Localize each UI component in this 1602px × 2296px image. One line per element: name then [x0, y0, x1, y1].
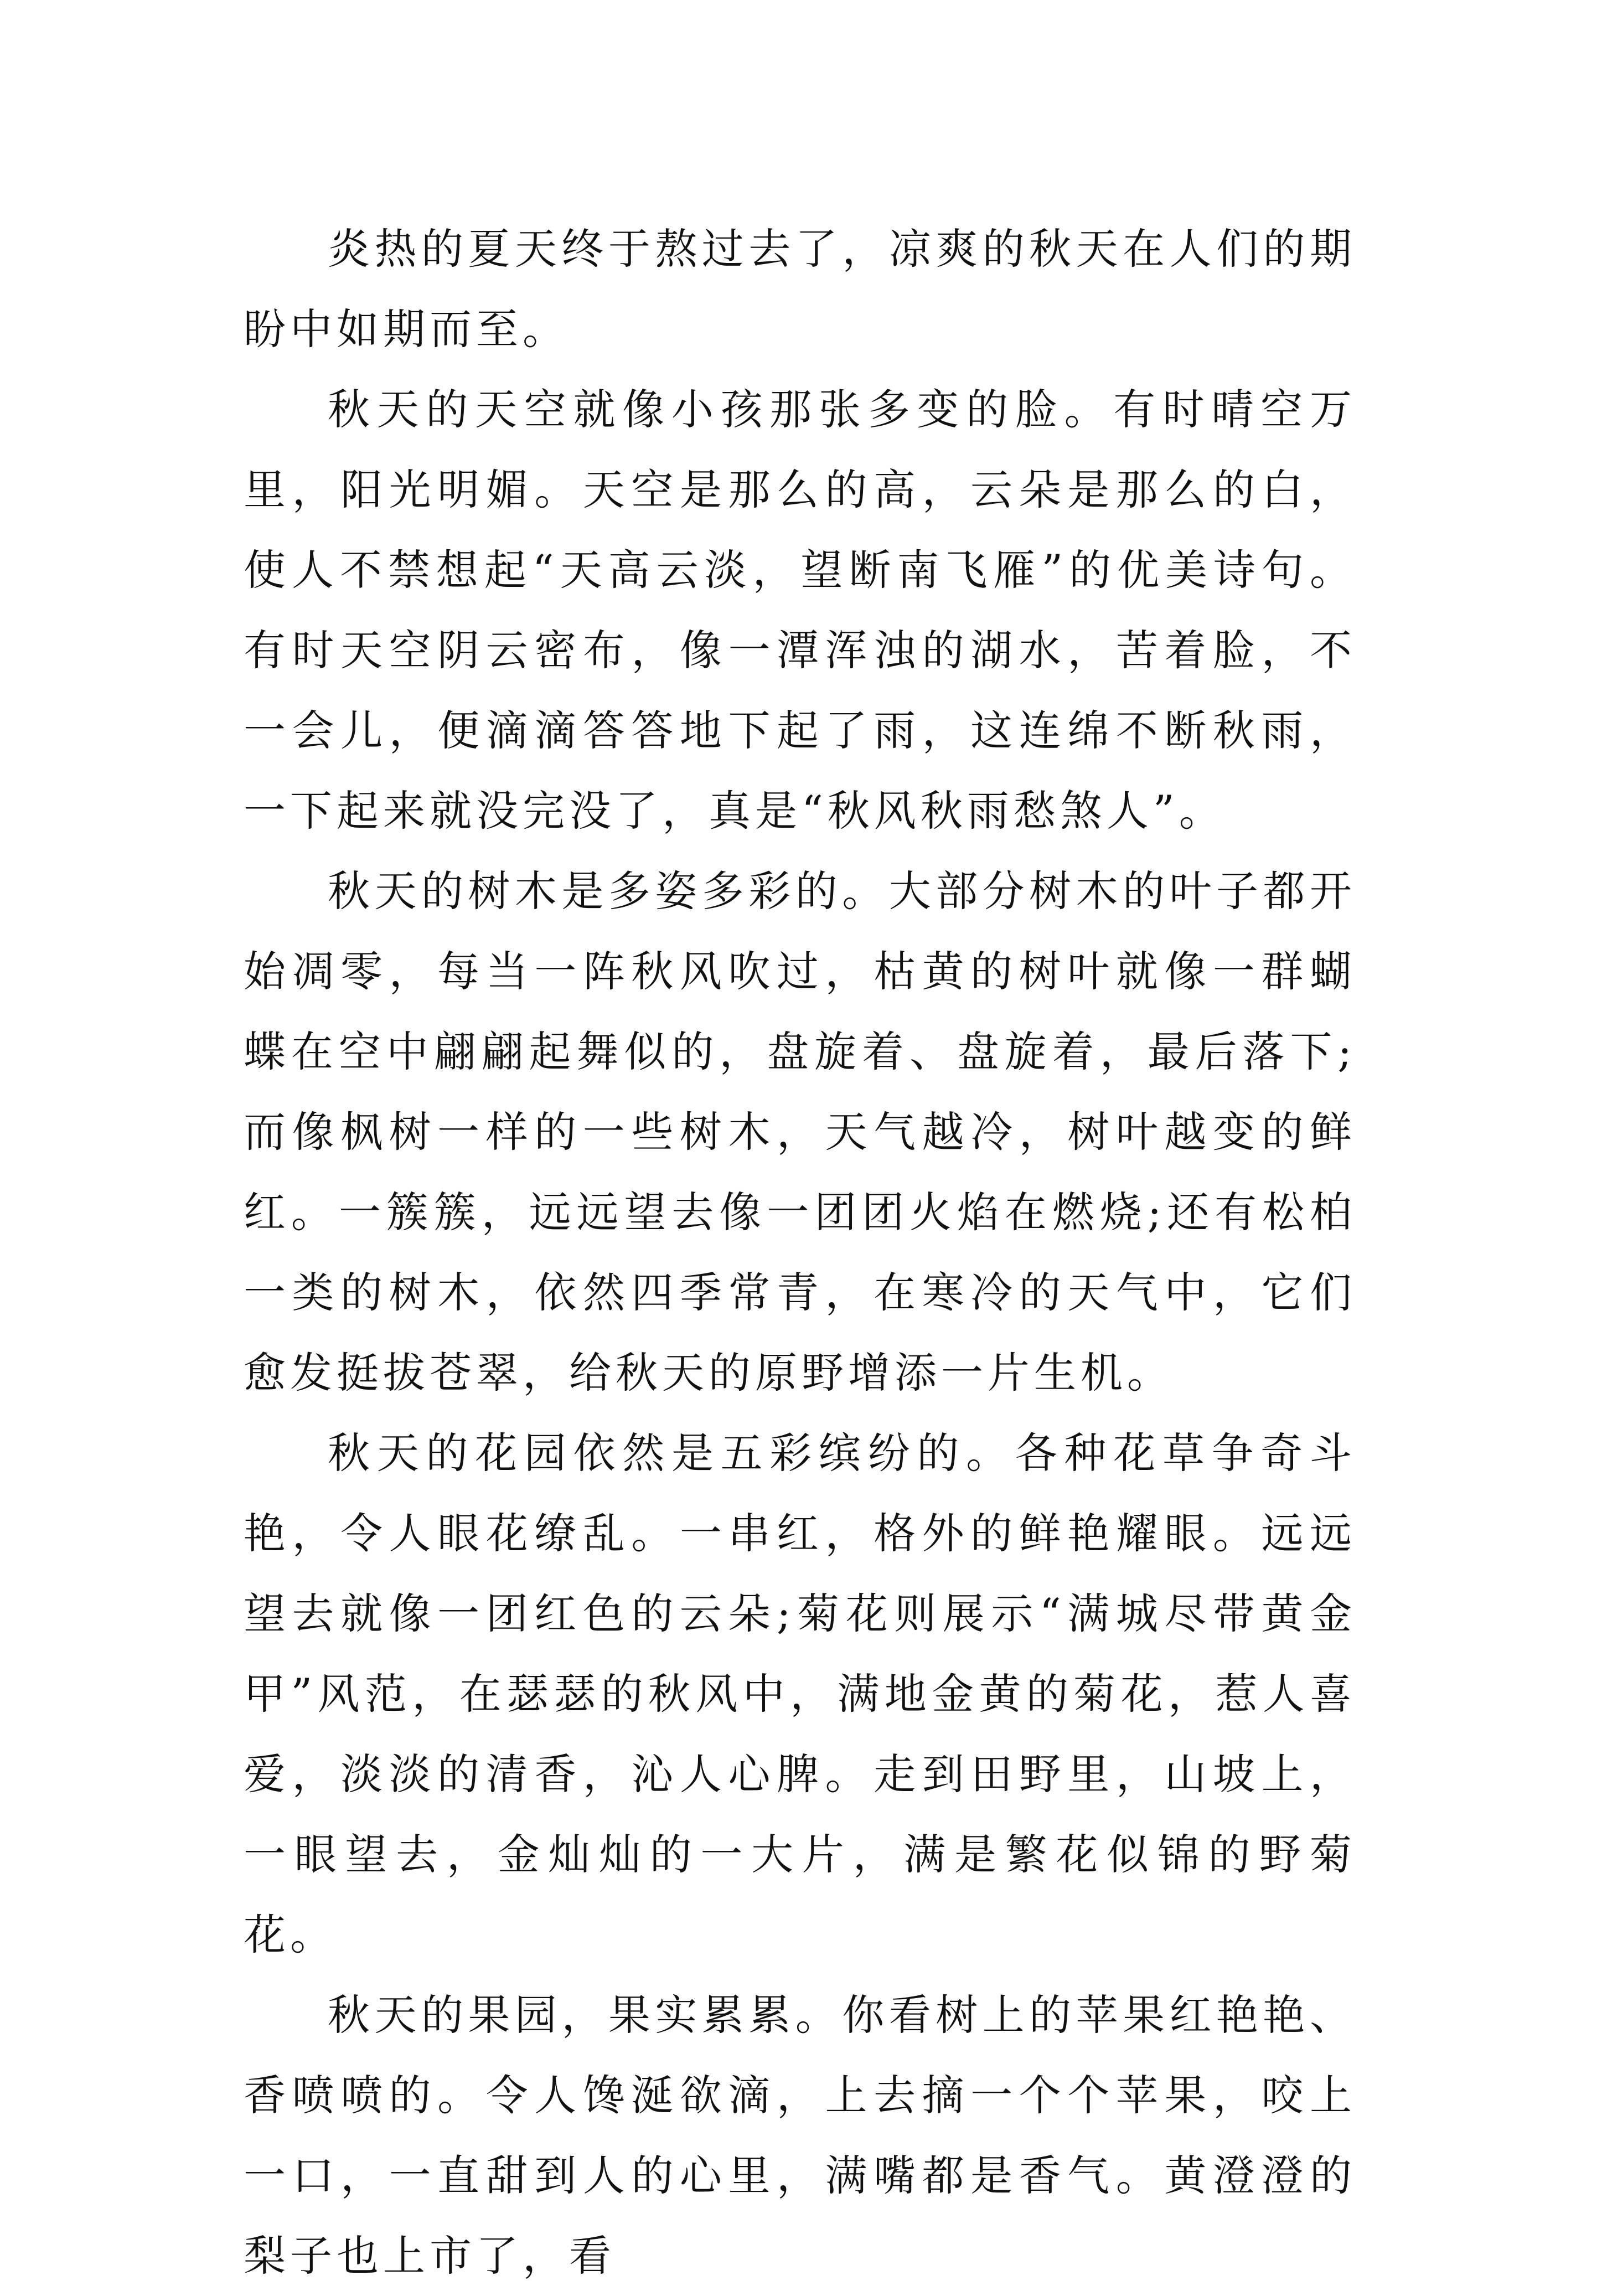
paragraph-autumn-trees: 秋天的树木是多姿多彩的。大部分树木的叶子都开始凋零，每当一阵秋风吹过，枯黄的树叶就像一群蝴蝶在空中翩翩起舞似的，盘旋着、盘旋着，最后落下;而像枫树一样的一些树木，天气越冷，树叶越变的鲜红。一簇簇，远远望去像一团团火焰在燃烧;还有松柏一类的树木，依然四季常青，在寒冷的天气中，它们愈发挺拔苍翠，给秋天的原野增添一片生机。	[244, 866, 1356, 1397]
paragraph-summer-ends: 炎热的夏天终于熬过去了，凉爽的秋天在人们的期盼中如期而至。	[244, 224, 1356, 354]
paragraph-autumn-sky: 秋天的天空就像小孩那张多变的脸。有时晴空万里，阳光明媚。天空是那么的高，云朵是那么的白，使人不禁想起“天高云淡，望断南飞雁”的优美诗句。有时天空阴云密布，像一潭浑浊的湖水，苦着脸，不一会儿，便滴滴答答地下起了雨，这连绵不断秋雨，一下起来就没完没了，真是“秋风秋雨愁煞人”。	[244, 385, 1356, 835]
paragraph-autumn-orchard: 秋天的果园，果实累累。你看树上的苹果红艳艳、香喷喷的。令人馋涎欲滴，上去摘一个个苹果，咬上一口，一直甜到人的心里，满嘴都是香气。黄澄澄的梨子也上市了，看	[244, 1990, 1356, 2280]
document-body	[244, 209, 1356, 2296]
paragraph-autumn-garden: 秋天的花园依然是五彩缤纷的。各种花草争奇斗艳，令人眼花缭乱。一串红，格外的鲜艳耀眼。远远望去就像一团红色的云朵;菊花则展示“满城尽带黄金甲”风范，在瑟瑟的秋风中，满地金黄的菊花，惹人喜爱，淡淡的清香，沁人心脾。走到田野里，山坡上，一眼望去，金灿灿的一大片，满是繁花似锦的野菊花。	[244, 1428, 1356, 1959]
